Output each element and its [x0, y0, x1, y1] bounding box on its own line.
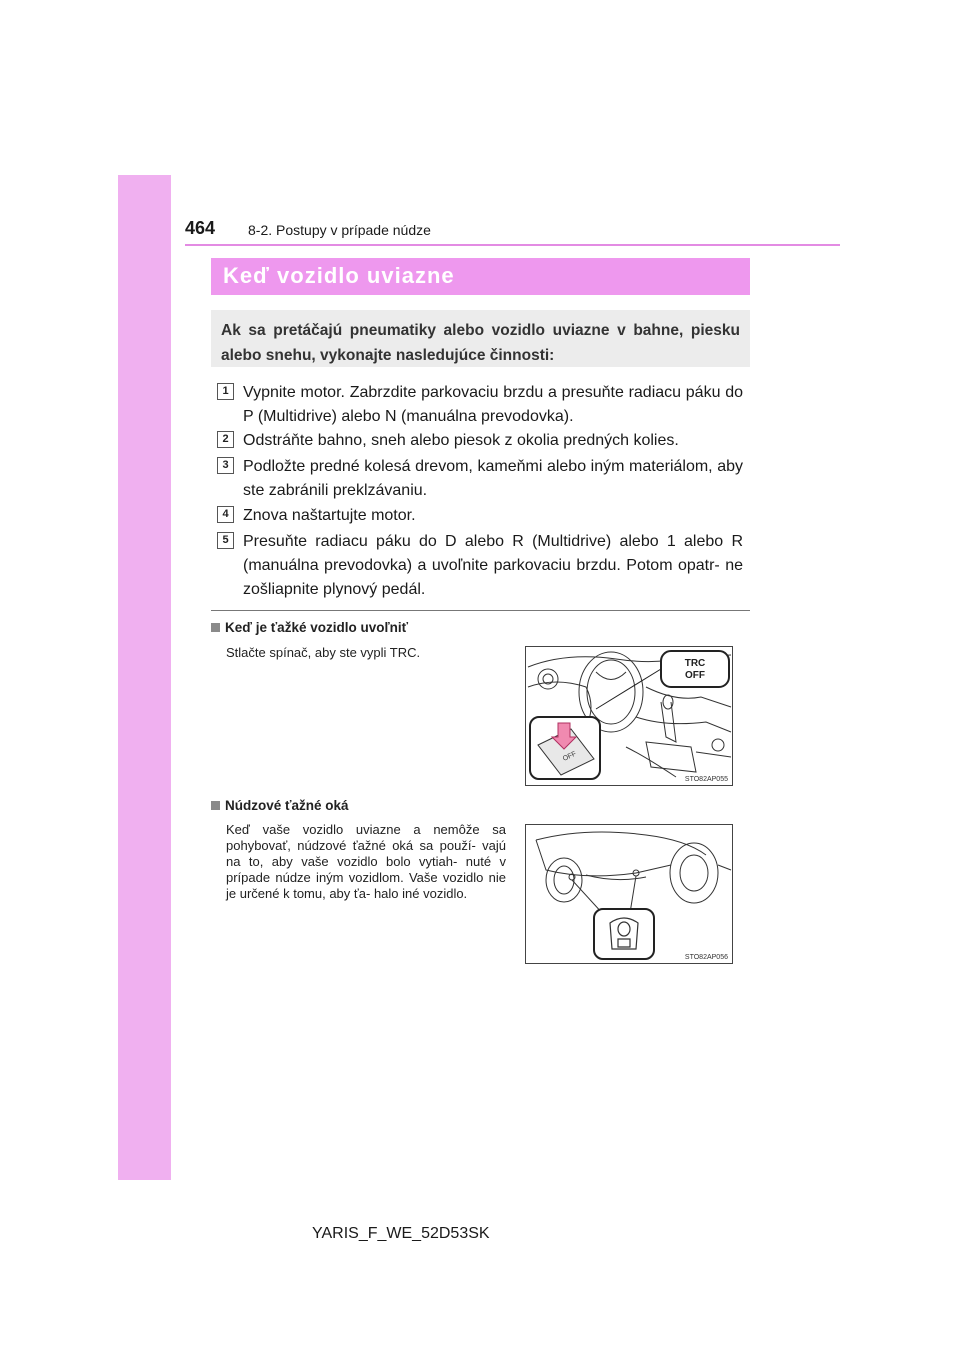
topic-banner [211, 258, 750, 295]
note-heading-towing: Núdzové ťažné oká [211, 798, 349, 813]
topic-title: Keď vozidlo uviazne [223, 263, 455, 288]
step-text-3: Podložte predné kolesá drevom, kameňmi alebo iným materiálom, aby ste zabránili preklzávaniu. [243, 458, 743, 499]
step-number-5: 5 [217, 532, 234, 549]
side-tab-strip [118, 175, 171, 1180]
note-text-trc: Stlačte spínač, aby ste vypli TRC. [226, 645, 421, 660]
towing-eyelet-figure [525, 824, 733, 964]
document-footer: YARIS_F_WE_52D53SK [312, 1225, 490, 1242]
figure-code: STO82AP055 [684, 776, 728, 783]
intro-box [211, 310, 750, 367]
square-bullet-icon [211, 801, 220, 810]
svg-text:OFF: OFF [685, 670, 705, 681]
towing-eyelet-illustration [526, 825, 732, 963]
header-rule [185, 244, 840, 246]
step-number-2: 2 [217, 431, 234, 448]
step-text-1: Vypnite motor. Zabrzdite parkovaciu brzdu a presuňte radiacu páku do P (Multidrive) alebo N (manuálna prevodovka). [243, 384, 743, 425]
square-bullet-icon [211, 623, 220, 632]
section-divider [211, 610, 750, 611]
step-number-4: 4 [217, 506, 234, 523]
step-text-5: Presuňte radiacu páku do D alebo R (Multidrive) alebo 1 alebo R (manuálna prevodovka) a uvoľnite parkovaciu brzdu. Potom opatr- ne zošliapnite plynový pedál. [243, 533, 743, 598]
note-text-towing: Keď vaše vozidlo uviazne a nemôže sa pohybovať, núdzové ťažné oká sa použí- vajú na to, aby vaše vozidlo bolo vytiah- nuté v prípade núdze iným vozidlom. Vaše vozidlo nie je určené k tomu, aby ťa- halo iné vozidlo. [226, 822, 506, 901]
intro-text: Ak sa pretáčajú pneumatiky alebo vozidlo uviazne v bahne, piesku alebo snehu, vykonajte nasledujúce činnosti: [221, 322, 740, 364]
figure-code: STO82AP056 [684, 954, 728, 961]
svg-text:TRC: TRC [684, 658, 706, 669]
step-text-2: Odstráňte bahno, sneh alebo piesok z okolia predných kolies. [243, 432, 679, 449]
step-text-4: Znova naštartujte motor. [243, 507, 416, 524]
trc-off-switch-illustration [526, 647, 732, 785]
note-heading-trc: Keď je ťažké vozidlo uvoľniť [211, 620, 408, 635]
page-number: 464 [185, 218, 216, 238]
step-number-3: 3 [217, 457, 234, 474]
section-title: 8-2. Postupy v prípade núdze [248, 222, 431, 238]
svg-text:OFF: OFF [561, 750, 578, 763]
trc-off-figure [525, 646, 733, 786]
step-number-1: 1 [217, 383, 234, 400]
